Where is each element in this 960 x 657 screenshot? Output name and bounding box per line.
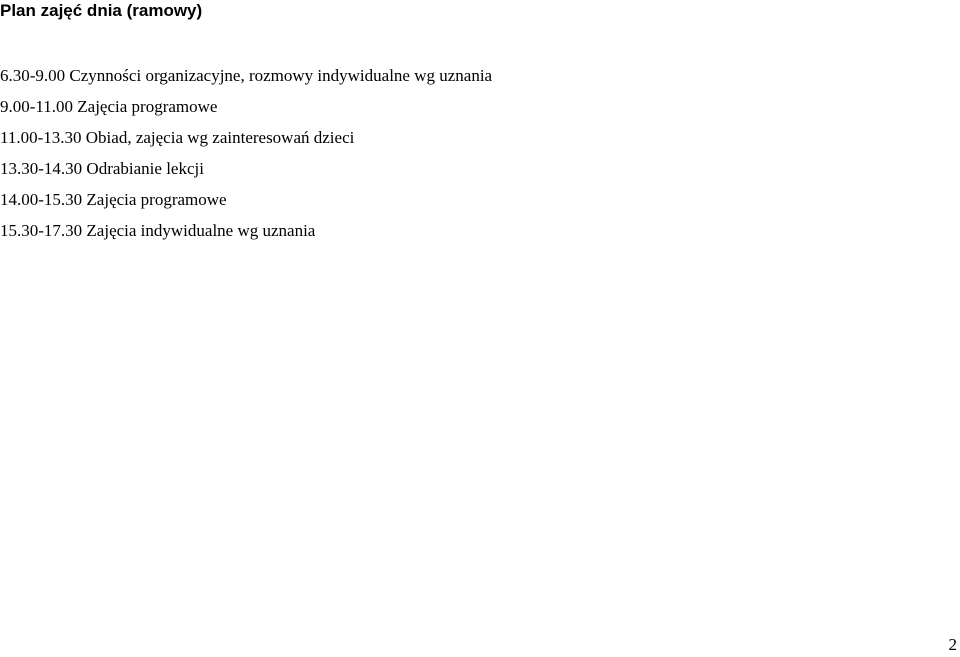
schedule-item [0,60,492,91]
document-title: Plan zajęć dnia (ramowy) [0,1,203,20]
schedule-activity: Odrabianie lekcji [86,159,204,178]
schedule-item [0,184,492,215]
schedule-time: 15.30-17.30 [0,221,83,240]
schedule-item [0,215,492,246]
schedule-activity: Zajęcia indywidualne wg uznania [86,221,316,240]
schedule-time: 11.00-13.30 [0,128,82,147]
schedule-item [0,91,492,122]
schedule-activity: Zajęcia programowe [86,190,227,209]
schedule-item [0,122,492,153]
schedule-time: 6.30-9.00 [0,66,66,85]
page-number: 2 [948,635,957,654]
schedule-list [0,60,492,246]
schedule-time: 14.00-15.30 [0,190,83,209]
schedule-activity: Obiad, zajęcia wg zainteresowań dzieci [85,128,355,147]
schedule-activity: Czynności organizacyjne, rozmowy indywidualne wg uznania [69,66,493,85]
schedule-item [0,153,492,184]
schedule-time: 9.00-11.00 [0,97,74,116]
schedule-activity: Zajęcia programowe [77,97,218,116]
schedule-time: 13.30-14.30 [0,159,83,178]
